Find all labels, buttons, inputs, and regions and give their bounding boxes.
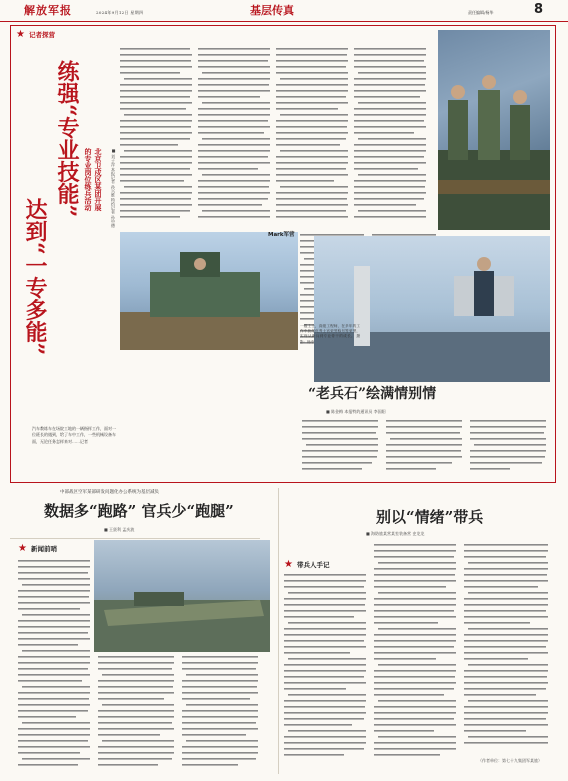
divider — [10, 538, 260, 539]
feature1-subtitle-a: 北京卫戍区某团开展 — [94, 148, 103, 211]
star-icon: ★ — [16, 29, 25, 40]
feature1-text-lines — [120, 48, 430, 228]
photo-soldiers — [438, 30, 550, 230]
feature3-body — [18, 560, 268, 774]
feature1-body — [120, 48, 430, 228]
feature4-title: 别以“情绪”带兵 — [376, 508, 484, 526]
badge-label: 带兵人手记 — [296, 561, 330, 569]
page-number: 8 — [534, 2, 544, 17]
feature3-text-lines — [18, 560, 268, 774]
feature1-title-top: 练强“专业技能” — [54, 60, 80, 218]
star-icon: ★ — [284, 559, 293, 570]
feature1-photo-2 — [120, 232, 298, 350]
feature2-caption: 一级上士，高级工程师，在多年的工作中获得优秀士官荣誉称号等荣誉，实现从新兵到专业骨干的成长。 摄影：杨中 — [300, 324, 360, 344]
feature2-byline: ■ 陈金梅 本报特约通讯员 李国阳 — [326, 409, 386, 414]
feature2-text-lines — [302, 420, 552, 480]
feature1-subtitle-b: 的专业岗位练兵活动 — [84, 148, 93, 211]
issue-date: 2024年9月12日 星期四 — [96, 10, 144, 15]
feature2-badge: Mark军营 — [268, 232, 295, 238]
star-icon: ★ — [18, 543, 27, 554]
feature1-byline: ■ 刘子淳 本报记者 孙兴维 特约记者 孙中德 — [111, 148, 116, 228]
section-title: 基层传真 — [250, 4, 294, 17]
feature1-lead: 汽车教练车在场院工地的一辆指挥工作，面对一位班长的遇到，给了车中工作，一些机械设备车面，无论任务怎样来对……记者 — [32, 426, 116, 444]
column-divider — [278, 488, 279, 774]
feature1-title-bottom: 达到“一专多能” — [22, 198, 48, 356]
feature3-kicker: 中部战区空军某部研发问题化办公系统为基层减负 — [60, 490, 159, 495]
feature4-body — [284, 544, 554, 768]
feature4-byline: ■ 海防旅某营某室装备营 史龙龙 — [366, 531, 425, 536]
feature3-title: 数据多“跑路” 官兵少“跑腿” — [44, 502, 234, 520]
badge-label: 新闻前哨 — [30, 545, 57, 553]
feature4-text-lines — [284, 544, 554, 768]
newspaper-logo: 解放军报 — [24, 4, 72, 17]
masthead — [0, 0, 568, 22]
feature1-badge — [16, 30, 55, 40]
feature3-badge — [18, 544, 57, 554]
feature2-body — [302, 420, 552, 480]
feature3-byline: ■ 王贤利 孟庆波 — [104, 527, 135, 532]
feature1-photo — [438, 30, 550, 230]
feature4-footer: （作者单位：第七十九集团军某旅） — [478, 758, 542, 763]
badge-label: 记者探营 — [28, 31, 55, 39]
photo-training — [120, 232, 298, 350]
feature2-title: “老兵石”绘满情别情 — [308, 386, 437, 402]
editor-credit: 责任编辑/杨华 — [468, 10, 494, 15]
